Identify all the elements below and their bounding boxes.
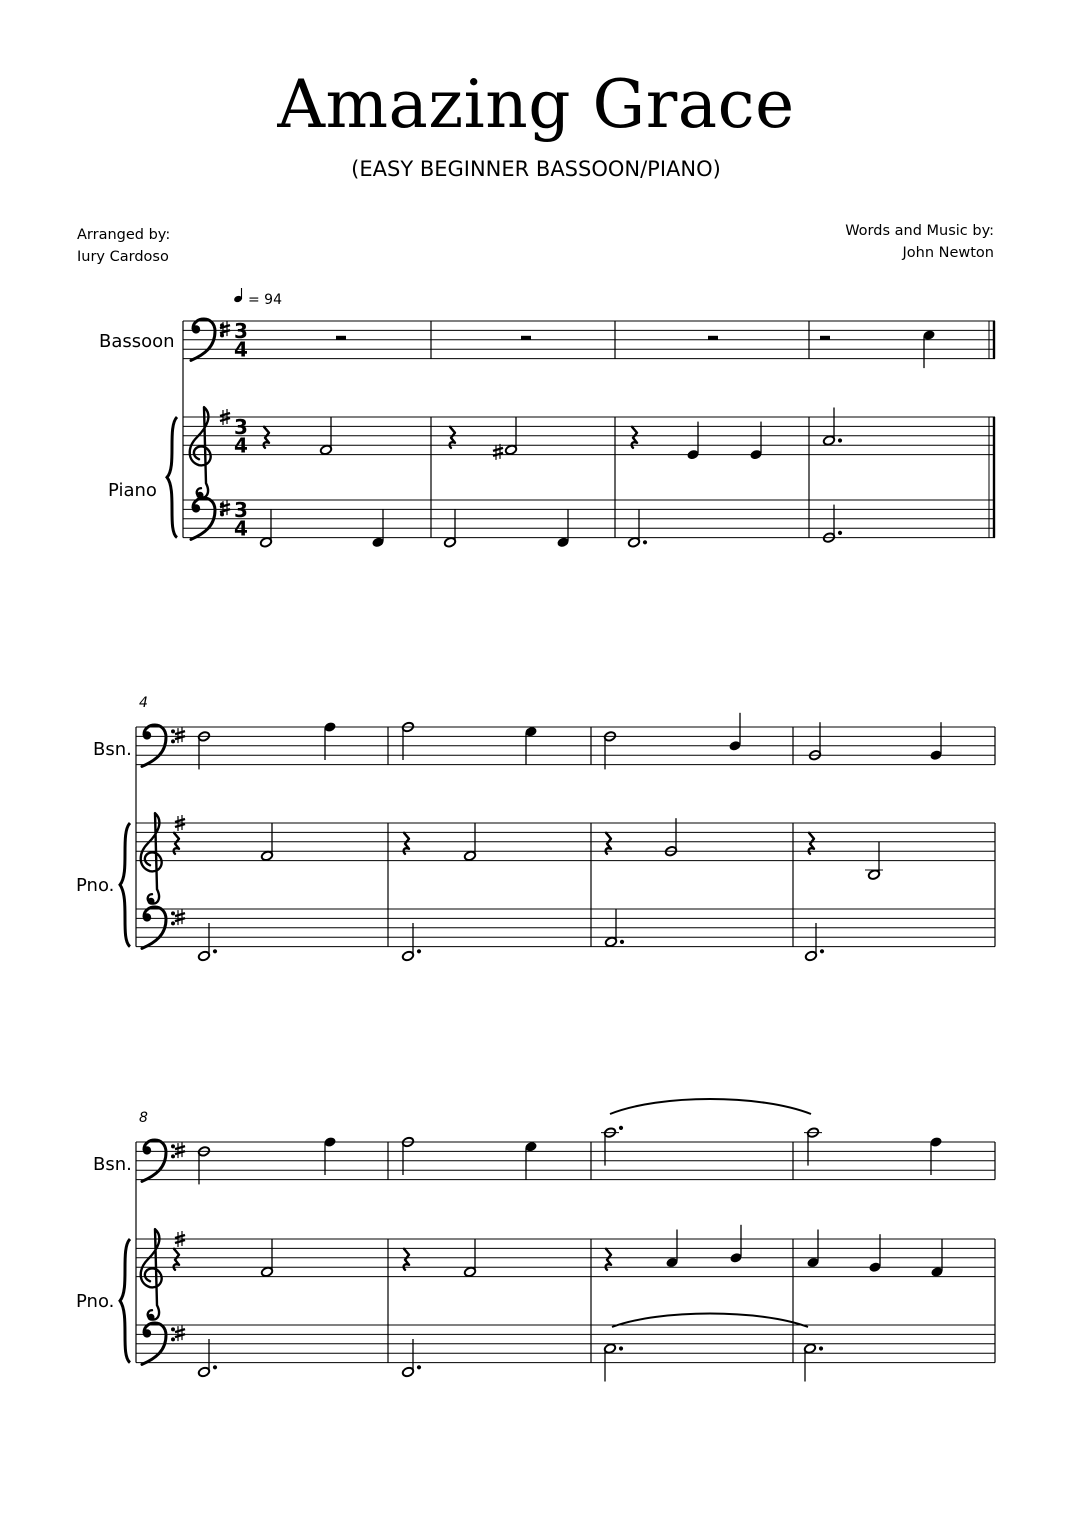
bassoon-label: Bsn. [93,739,132,761]
piano-label: Pno. [76,1290,115,1312]
half-rest [820,336,830,340]
quarter-rest [264,427,269,448]
page-subtitle: (EASY BEGINNER BASSOON/PIANO) [351,157,721,181]
piano-label: Piano [108,480,157,501]
time-signature-denominator: 4 [234,516,248,541]
quarter-rest [174,1249,179,1270]
time-signature-numerator: 3 [234,318,248,343]
bass-note-dot [820,949,824,953]
tempo-marking: = 94 [248,292,282,308]
arranger-name: Iury Cardoso [77,249,169,265]
piano-label: Pno. [76,874,115,896]
piano-brace [120,823,130,947]
bassoon-note-dot [619,1126,623,1130]
piano-brace [120,1239,130,1363]
bass-note-dot [417,1365,421,1369]
key-signature-sharp [175,727,185,743]
bass-note-dot [213,949,217,953]
quarter-rest [809,833,814,854]
quarter-rest [404,833,409,854]
composer-name: John Newton [902,245,994,261]
bass-note-dot [213,1365,217,1369]
bass-note-dot [838,531,842,535]
bass-note-dot [619,1346,623,1350]
quarter-rest [606,1249,611,1270]
treble-clef [141,813,162,905]
measure-number: 8 [139,1110,148,1126]
treble-note-dot [838,438,842,442]
bass-note-dot [643,540,647,544]
bass-note-dot [819,1346,823,1350]
accidental-sharp [493,444,503,460]
quarter-rest [404,1249,409,1270]
quarter-rest [632,427,637,448]
piano-brace [167,417,177,538]
half-rest [521,336,531,340]
composer-label: Words and Music by: [845,223,994,239]
page-title: Amazing Grace [277,66,795,143]
half-rest [708,336,718,340]
quarter-rest [606,833,611,854]
half-rest [336,336,346,340]
key-signature-sharp [175,909,185,925]
time-signature-numerator: 3 [234,497,248,522]
bass-note-dot [417,949,421,953]
treble-clef [141,1229,162,1321]
bass-note-dot [620,940,624,944]
treble-clef [190,407,211,499]
key-signature-sharp [175,1142,185,1158]
measure-number: 4 [139,695,148,711]
key-signature-sharp [175,1325,185,1341]
time-signature-numerator: 3 [234,414,248,439]
bassoon-label: Bsn. [93,1154,132,1176]
time-signature-denominator: 4 [234,433,248,458]
time-signature-denominator: 4 [234,337,248,362]
tie [610,1099,811,1114]
quarter-rest [450,427,455,448]
bassoon-label: Bassoon [99,331,175,352]
quarter-rest [174,833,179,854]
arranger-label: Arranged by: [77,227,171,243]
